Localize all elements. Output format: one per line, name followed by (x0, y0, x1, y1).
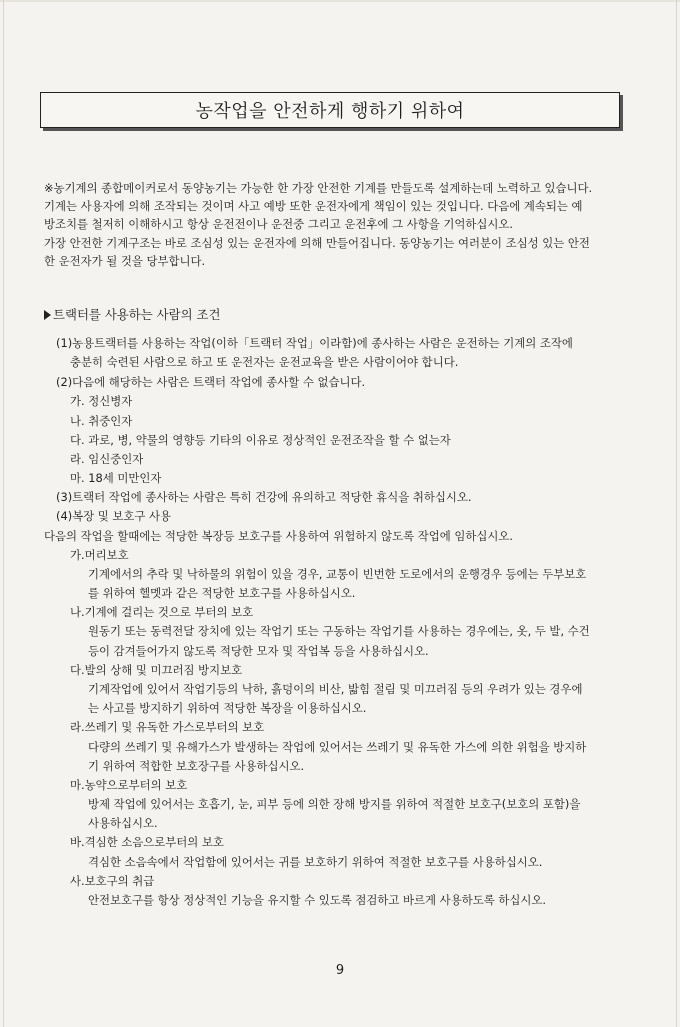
body-line: 는 사고를 방지하기 위하여 적당한 복장을 이용하십시오. (88, 701, 367, 715)
intro-line: 방조치를 철저히 이해하시고 항상 운전전이나 운전중 그리고 운전후에 그 사항을 기억하십시오. (44, 217, 513, 231)
section-heading-text: 트랙터를 사용하는 사람의 조건 (53, 307, 221, 322)
body-line: 기계에서의 추락 및 낙하물의 위험이 있을 경우, 교통이 빈번한 도로에서의 운행경우 등에는 두부보호 (88, 567, 587, 581)
body-line: 안전보호구를 항상 정상적인 기능을 유지할 수 있도록 점검하고 바르게 사용하도록 하십시오. (88, 893, 546, 907)
body-line: (2)다음에 해당하는 사람은 트랙터 작업에 종사할 수 없습니다. (56, 375, 366, 389)
subheading: 마.농약으로부터의 보호 (70, 778, 188, 792)
list-item: 마. 18세 미만인자 (70, 471, 162, 485)
subheading: 다.발의 상해 및 미끄러짐 방지보호 (70, 663, 243, 677)
body-line: 방제 작업에 있어서는 호흡기, 눈, 피부 등에 의한 장해 방지를 위하여 적절한 보호구(보호의 포함)을 (88, 797, 581, 811)
body-line: (1)농용트랙터를 사용하는 작업(이하「트랙터 작업」이라함)에 종사하는 사람은 운전하는 기계의 조작에 (56, 336, 573, 350)
body-line: 기계작업에 있어서 작업기등의 낙하, 흙덩이의 비산, 밟힘 절림 및 미끄러짐 등의 우려가 있는 경우에 (88, 682, 583, 696)
list-item: 가. 정신병자 (70, 394, 133, 408)
body-line: 사용하십시오. (88, 816, 158, 830)
intro-line: 한 운전자가 될 것을 당부합니다. (44, 254, 206, 268)
subheading: 사.보호구의 취급 (70, 874, 155, 888)
intro-line: 기계는 사용자에 의해 조작되는 것이며 사고 예방 또한 운전자에게 책임이 있는 것입니다. 다음에 계속되는 예 (44, 199, 583, 213)
body-line: 등이 감겨들어가지 않도록 적당한 모자 및 작업복 등을 사용하십시오. (88, 644, 429, 658)
page-title: 농작업을 안전하게 행하기 위하여 (195, 101, 465, 122)
section-heading (44, 307, 220, 323)
subheading: 나.기계에 걸리는 것으로 부터의 보호 (70, 605, 254, 619)
subheading: 라.쓰레기 및 유독한 가스로부터의 보호 (70, 720, 265, 734)
subheading: 바.격심한 소음으로부터의 보호 (70, 835, 224, 849)
intro-line: 가장 안전한 기계구조는 바로 조심성 있는 운전자에 의해 만들어집니다. 동양농기는 여러분이 조심성 있는 안전 (44, 236, 590, 250)
body-line: 기 위하여 적합한 보호장구를 사용하십시오. (88, 759, 305, 773)
list-item: 라. 임신중인자 (70, 452, 144, 466)
body-line: (4)복장 및 보호구 사용 (56, 509, 172, 523)
body-line: 를 위하여 헬멧과 같은 적당한 보호구를 사용하십시오. (88, 586, 356, 600)
page-number: 9 (335, 963, 345, 978)
list-item: 다. 과로, 병, 약물의 영향등 기타의 이유로 정상적인 운전조작을 할 수 없는자 (70, 433, 451, 447)
body-line: 원동기 또는 동력전달 장치에 있는 작업기 또는 구동하는 작업기를 사용하는 경우에는, 옷, 두 발, 수건 (88, 624, 590, 638)
subheading: 가.머리보호 (70, 548, 129, 562)
intro-line: ※농기계의 종합메이커로서 동양농기는 가능한 한 가장 안전한 기계를 만들도록 설계하는데 노력하고 있습니다. (44, 181, 593, 195)
triangle-bullet-icon (44, 310, 51, 320)
body-line: 격심한 소음속에서 작업함에 있어서는 귀를 보호하기 위하여 적절한 보호구를 사용하십시오. (88, 855, 543, 869)
list-item: 나. 취중인자 (70, 414, 133, 428)
body-line: 다량의 쓰레기 및 유해가스가 발생하는 작업에 있어서는 쓰레기 및 유독한 가스에 의한 위험을 방지하 (88, 740, 587, 754)
top-edge (0, 0, 680, 2)
left-edge (3, 0, 4, 1027)
body-line: 충분히 숙련된 사람으로 하고 또 운전자는 운전교육을 받은 사람이어야 합니다. (70, 355, 459, 369)
body-line: 다음의 작업을 할때에는 적당한 복장등 보호구를 사용하여 위험하지 않도록 작업에 임하십시오. (44, 529, 513, 543)
body-line: (3)트랙터 작업에 종사하는 사람은 특히 건강에 유의하고 적당한 휴식을 취하십시오. (56, 490, 472, 504)
right-edge (676, 0, 677, 1027)
title-box (40, 92, 620, 128)
